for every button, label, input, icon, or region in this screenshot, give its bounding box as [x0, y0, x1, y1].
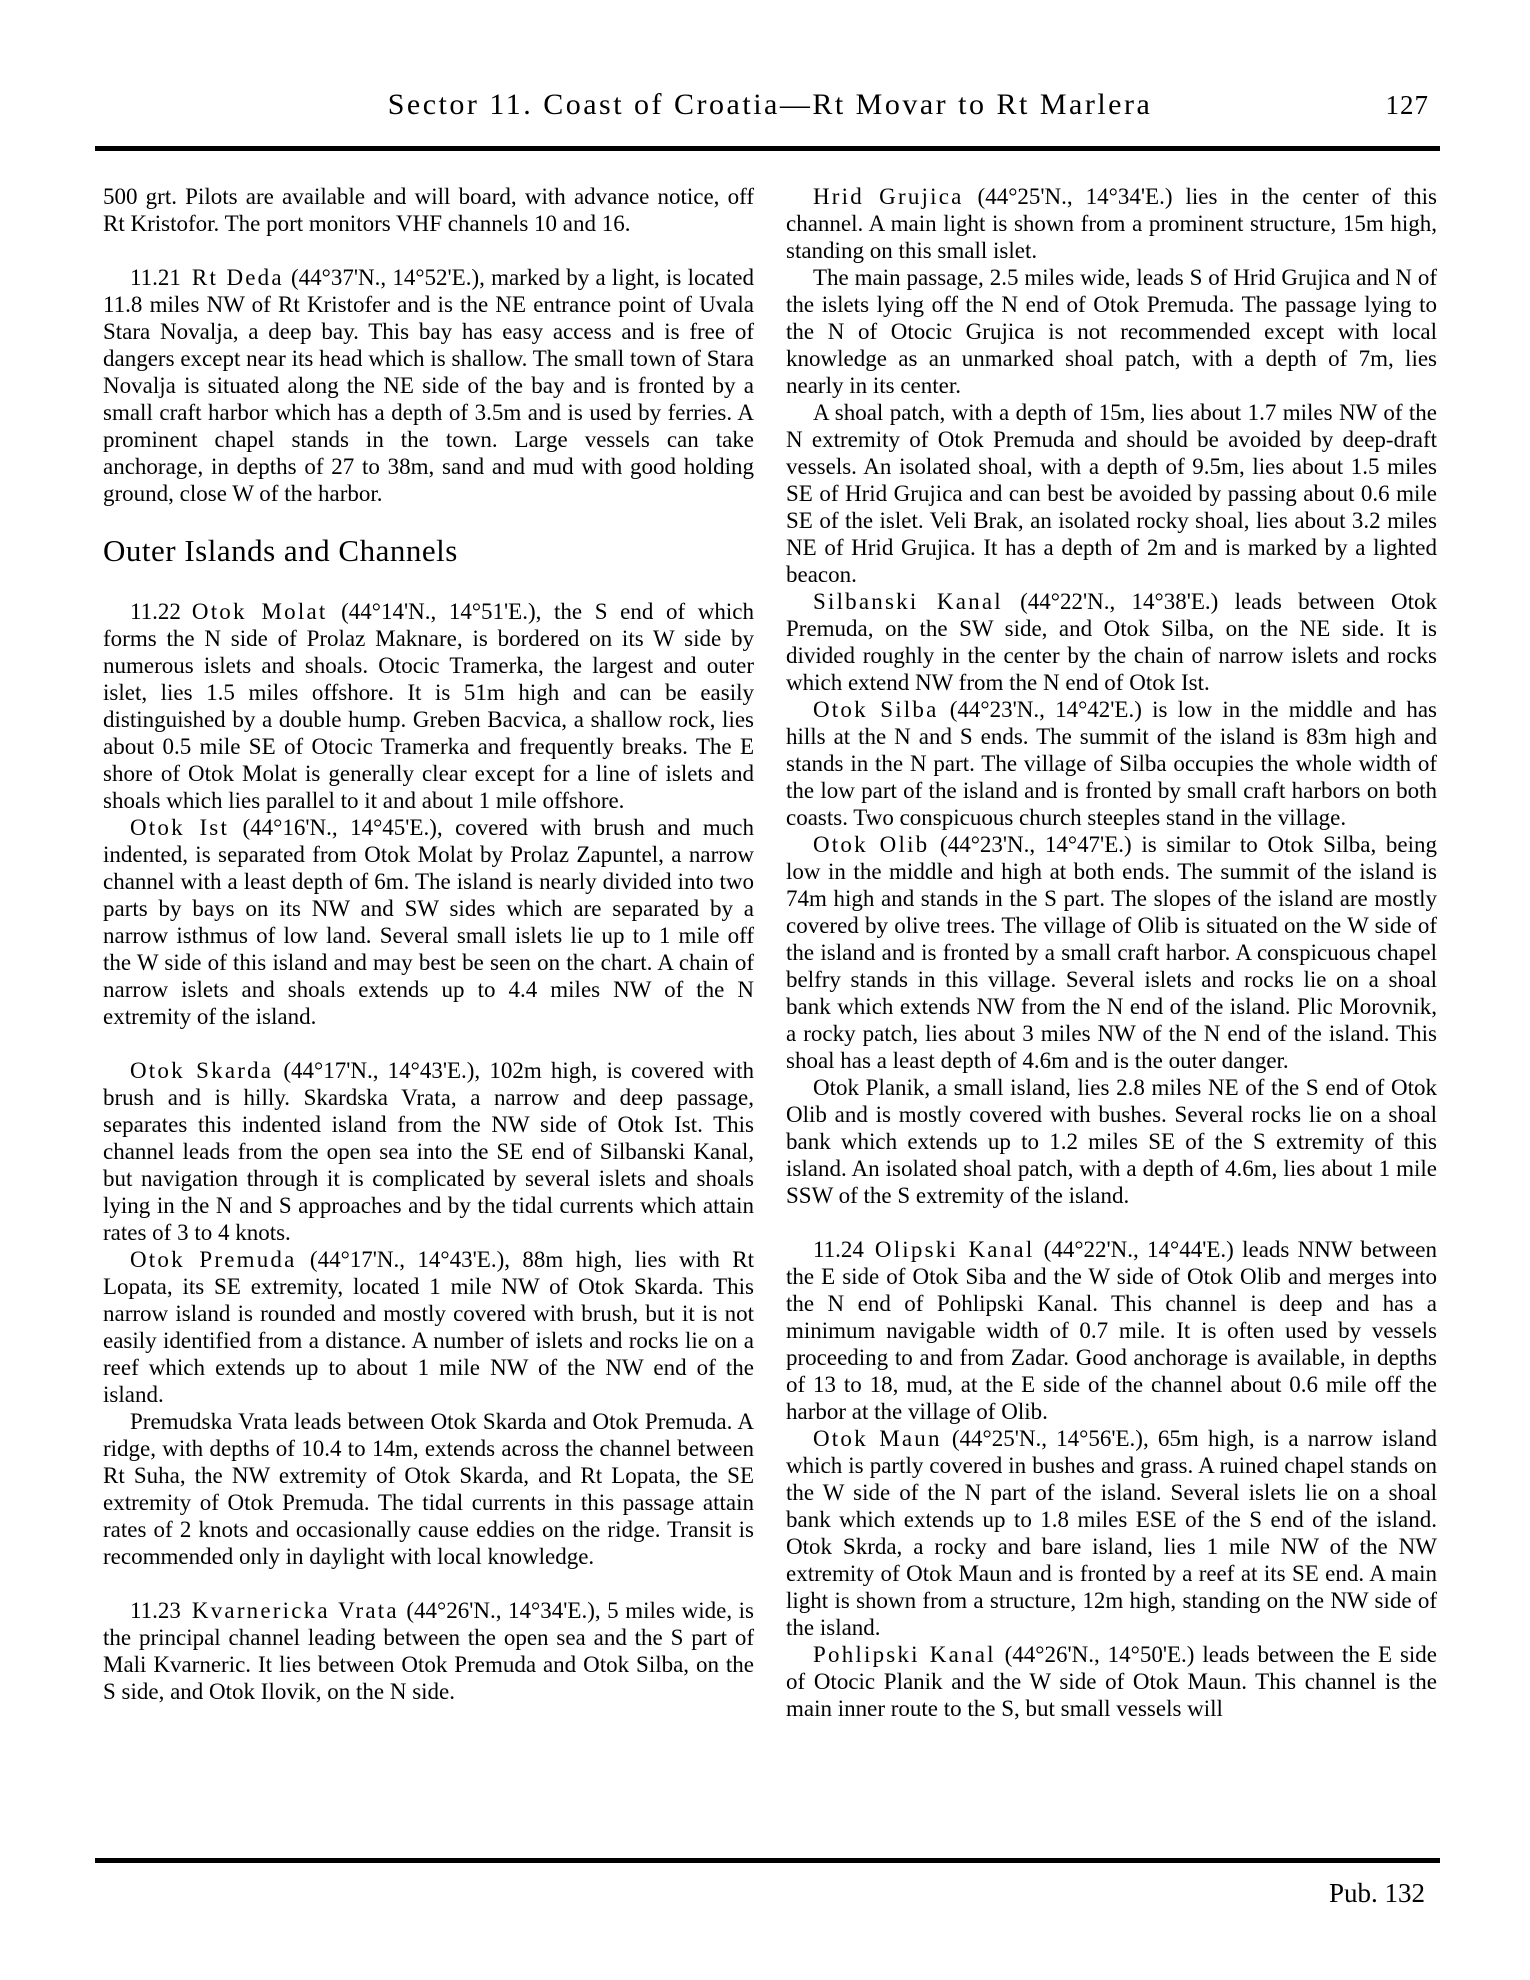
place-name: Olipski Kanal — [874, 1237, 1035, 1262]
paragraph — [786, 696, 1437, 831]
text-run: (44°22'N., 14°38'E.) leads between Otok Premuda, on the SW side, and Otok Silba, on the NE side. It is divided roughly in the center by the chain of narrow islets and rocks which extend NW from the N end of Otok Ist. — [786, 589, 1437, 695]
paragraph — [786, 588, 1437, 696]
text-run: (44°22'N., 14°44'E.) leads NNW between the E side of Otok Siba and the W side of Otok Olib and merges into the N end of Pohlipski Kanal. This channel is deep and has a minimum navigable width of 0.7 mile. It is often used by vessels proceeding to and from Zadar. Good anchorage is available, in depths of 13 to 18, mud, at the E side of the channel about 0.6 mile off the harbor at the village of Olib. — [786, 1237, 1437, 1424]
text-run: (44°23'N., 14°47'E.) is similar to Otok Silba, being low in the middle and high at both ends. The summit of the island is 74m high and stands in the S part. The slopes of the island are mostly covered by olive trees. The village of Olib is situated on the W side of the island and is fronted by a small craft harbor. A conspicuous chapel belfry stands in this village. Several islets and rocks lie on a shoal bank which extends NW from the N end of the island. Plic Morovnik, a rocky patch, lies about 3 miles NW of the N end of the island. This shoal has a least depth of 4.6m and is the outer danger. — [786, 832, 1437, 1073]
paragraph — [103, 1597, 754, 1705]
section-heading: Outer Islands and Channels — [103, 533, 458, 568]
page-body — [103, 183, 1437, 1855]
place-name: Otok Olib — [813, 832, 930, 857]
paragraph — [786, 1425, 1437, 1641]
place-name: Hrid Grujica — [813, 184, 964, 209]
paragraph — [103, 814, 754, 1030]
place-name: Kvarnericka Vrata — [191, 1598, 399, 1623]
paragraph — [103, 1408, 754, 1570]
text-run: Otok Planik, a small island, lies 2.8 miles NE of the S end of Otok Olib and is mostly covered with bushes. Several rocks lie on a shoal bank which extends up to 1.2 miles SE of the S extremity of this island. An isolated shoal patch, with a depth of 4.6m, lies about 1 mile SSW of the S extremity of the island. — [786, 1075, 1437, 1208]
paragraph — [786, 183, 1437, 264]
text-run: (44°26'N., 14°34'E.), 5 miles wide, is the principal channel leading between the open sea and the S part of Mali Kvarneric. It lies between Otok Premuda and Otok Silba, on the S side, and Otok Ilovik, on the N side. — [103, 1598, 754, 1704]
paragraph — [786, 831, 1437, 1074]
text-run: A shoal patch, with a depth of 15m, lies about 1.7 miles NW of the N extremity of Otok Premuda and should be avoided by deep-draft vessels. An isolated shoal, with a depth of 9.5m, lies about 1.5 miles SE of Hrid Grujica and can best be avoided by passing about 0.6 mile SE of the islet. Veli Brak, an isolated rocky shoal, lies about 3.2 miles NE of Hrid Grujica. It has a depth of 2m and is marked by a lighted beacon. — [786, 400, 1437, 587]
place-name: Otok Premuda — [130, 1247, 297, 1272]
paragraph-number: 11.23 — [130, 1598, 181, 1623]
paragraph — [103, 598, 754, 814]
paragraph-number: 11.21 — [130, 265, 181, 290]
text-run: The main passage, 2.5 miles wide, leads S of Hrid Grujica and N of the islets lying off the N end of Otok Premuda. The passage lying to the N of Otocic Grujica is not recommended except with local knowledge as an unmarked shoal patch, with a depth of 7m, lies nearly in its center. — [786, 265, 1437, 398]
paragraph — [786, 264, 1437, 399]
text-run: (44°23'N., 14°42'E.) is low in the middle and has hills at the N and S ends. The summit of the island is 83m high and stands in the N part. The village of Silba occupies the whole width of the low part of the island and is fronted by small craft harbors on both coasts. Two conspicuous church steeples stand in the village. — [786, 697, 1437, 830]
paragraph — [103, 1057, 754, 1246]
text-run: (44°25'N., 14°56'E.), 65m high, is a narrow island which is partly covered in bushes and grass. A ruined chapel stands on the W side of the N part of the island. Several islets lie on a shoal bank which extends up to 1.8 miles ESE of the S end of the island. Otok Skrda, a rocky and bare island, lies 1 mile NW of the NW extremity of Otok Maun and is fronted by a reef at its SE end. A main light is shown from a structure, 12m high, standing on the NW side of the island. — [786, 1426, 1437, 1640]
paragraph — [786, 1236, 1437, 1425]
text-run: Premudska Vrata leads between Otok Skarda and Otok Premuda. A ridge, with depths of 10.4 to 14m, extends across the channel between Rt Suha, the NW extremity of Otok Skarda, and Rt Lopata, the SE extremity of Otok Premuda. The tidal currents in this passage attain rates of 2 knots and occasionally cause eddies on the ridge. Transit is recommended only in daylight with local knowledge. — [103, 1409, 754, 1569]
text-run: (44°26'N., 14°50'E.) leads between the E side of Otocic Planik and the W side of Otok Maun. This channel is the main inner route to the S, but small vessels will — [786, 1642, 1437, 1721]
paragraph — [786, 399, 1437, 588]
text-run: (44°14'N., 14°51'E.), the S end of which forms the N side of Prolaz Maknare, is bordered on its W side by numerous islets and shoals. Otocic Tramerka, the largest and outer islet, lies 1.5 miles offshore. It is 51m high and can be easily distinguished by a double hump. Greben Bacvica, a shallow rock, lies about 0.5 mile SE of Otocic Tramerka and frequently breaks. The E shore of Otok Molat is generally clear except for a line of islets and shoals which lies parallel to it and about 1 mile offshore. — [103, 599, 754, 813]
paragraph — [786, 1641, 1437, 1722]
publication-number: Pub. 132 — [1328, 1878, 1425, 1908]
paragraph-number: 11.24 — [813, 1237, 864, 1262]
paragraph — [103, 1246, 754, 1408]
page-title: Sector 11. Coast of Croatia—Rt Movar to Rt Marlera — [387, 88, 1153, 121]
text-run: (44°25'N., 14°34'E.) lies in the center of this channel. A main light is shown from a prominent structure, 15m high, standing on this small islet. — [786, 184, 1437, 263]
page-number: 127 — [1385, 90, 1429, 120]
paragraph — [786, 1074, 1437, 1209]
text-run: (44°16'N., 14°45'E.), covered with brush and much indented, is separated from Otok Molat by Prolaz Zapuntel, a narrow channel with a least depth of 6m. The island is nearly divided into two parts by bays on its NW and SW sides which are separated by a narrow isthmus of low land. Several small islets lie up to 1 mile off the W side of this island and may best be seen on the chart. A chain of narrow islets and shoals extends up to 4.4 miles NW of the N extremity of the island. — [103, 815, 754, 1029]
place-name: Silbanski Kanal — [813, 589, 1003, 614]
place-name: Otok Maun — [813, 1426, 942, 1451]
page-header — [103, 88, 1437, 132]
place-name: Otok Skarda — [130, 1058, 274, 1083]
paragraph — [103, 264, 754, 507]
text-run: (44°17'N., 14°43'E.), 102m high, is covered with brush and is hilly. Skardska Vrata, a narrow and deep passage, separates this indented island from the NW side of Otok Ist. This channel leads from the open sea into the SE end of Silbanski Kanal, but navigation through it is complicated by several islets and shoals lying in the N and S approaches and by the tidal currents which attain rates of 3 to 4 knots. — [103, 1058, 754, 1245]
header-rule — [95, 146, 1440, 151]
place-name: Pohlipski Kanal — [813, 1642, 996, 1667]
text-run: (44°37'N., 14°52'E.), marked by a light, is located 11.8 miles NW of Rt Kristofer and is the NE entrance point of Uvala Stara Novalja, a deep bay. This bay has easy access and is free of dangers except near its head which is shallow. The small town of Stara Novalja is situated along the NE side of the bay and is fronted by a small craft harbor which has a depth of 3.5m and is used by ferries. A prominent chapel stands in the town. Large vessels can take anchorage, in depths of 27 to 38m, sand and mud with good holding ground, close W of the harbor. — [103, 265, 754, 506]
left-column — [103, 183, 754, 1855]
right-column — [786, 183, 1437, 1855]
text-run: (44°17'N., 14°43'E.), 88m high, lies with Rt Lopata, its SE extremity, located 1 mile NW of Otok Skarda. This narrow island is rounded and mostly covered with brush, but it is not easily identified from a distance. A number of islets and rocks lie on a reef which extends up to about 1 mile NW of the NW end of the island. — [103, 1247, 754, 1407]
paragraph-number: 11.22 — [130, 599, 181, 624]
text-run: 500 grt. Pilots are available and will board, with advance notice, off Rt Kristofor. The port monitors VHF channels 10 and 16. — [103, 184, 754, 236]
place-name: Otok Ist — [130, 815, 230, 840]
place-name: Rt Deda — [191, 265, 284, 290]
paragraph — [103, 183, 754, 237]
place-name: Otok Molat — [191, 599, 328, 624]
place-name: Otok Silba — [813, 697, 939, 722]
footer-rule — [95, 1858, 1440, 1863]
